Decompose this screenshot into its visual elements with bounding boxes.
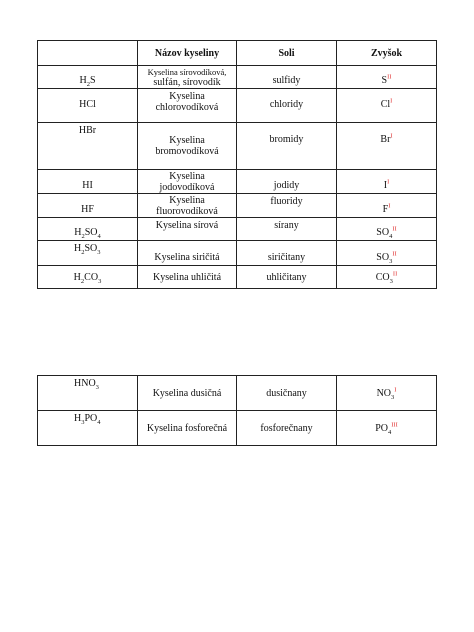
formula-cell: $HNO_3$ bbox=[38, 376, 138, 411]
charge-label: I bbox=[390, 132, 393, 140]
formula-cell: HCl bbox=[38, 89, 138, 123]
table-row bbox=[38, 123, 437, 170]
table-row bbox=[38, 170, 437, 194]
header-formula bbox=[38, 41, 138, 66]
residue-cell: $F^I$ bbox=[337, 194, 437, 218]
residue-cell: $S^{II}$ bbox=[337, 66, 437, 89]
table-row bbox=[38, 194, 437, 218]
oxoacids-table bbox=[37, 375, 437, 446]
acid-name-cell: Kyselina sírovodíková, sulfán, sírovodík bbox=[138, 66, 237, 89]
charge-label: I bbox=[390, 97, 393, 105]
charge-label: III bbox=[391, 421, 398, 429]
charge-label: II bbox=[392, 225, 397, 233]
header-salts: Soli bbox=[237, 41, 337, 66]
acid-name-cell: Kyselina sírová bbox=[138, 218, 237, 241]
formula-cell: HBr bbox=[38, 123, 138, 170]
salts-cell: fosforečnany bbox=[237, 411, 337, 446]
acid-name-cell: Kyselina dusičná bbox=[138, 376, 237, 411]
formula-cell: HF bbox=[38, 194, 138, 218]
charge-label: I bbox=[388, 202, 391, 210]
charge-label: II bbox=[387, 73, 392, 81]
charge-label: II bbox=[392, 250, 397, 258]
table-row bbox=[38, 266, 437, 289]
salts-cell: bromidy bbox=[237, 123, 337, 170]
charge-label: I bbox=[394, 386, 397, 394]
residue-cell: $Br^I$ bbox=[337, 123, 437, 170]
table-row bbox=[38, 241, 437, 266]
charge-label: II bbox=[392, 270, 398, 278]
residue-cell: $CO_3^{II}$ bbox=[337, 266, 437, 289]
salts-cell: chloridy bbox=[237, 89, 337, 123]
header-row bbox=[38, 41, 437, 66]
acid-name-cell: Kyselina bromovodíková bbox=[138, 123, 237, 170]
residue-cell: $PO_4^{III}$ bbox=[337, 411, 437, 446]
header-residue: Zvyšok bbox=[337, 41, 437, 66]
acid-name-cell: Kyselina chlorovodíková bbox=[138, 89, 237, 123]
charge-label: I bbox=[387, 178, 390, 186]
salts-cell: siričitany bbox=[237, 241, 337, 266]
salts-cell: sírany bbox=[237, 218, 337, 241]
residue-cell: $NO_3^I$ bbox=[337, 376, 437, 411]
formula-cell: $H_2SO_4$ bbox=[38, 218, 138, 241]
formula-cell: $H_2SO_3$ bbox=[38, 241, 138, 266]
salts-cell: uhličitany bbox=[237, 266, 337, 289]
acid-name-cell: Kyselina siričitá bbox=[138, 241, 237, 266]
table-row bbox=[38, 89, 437, 123]
acid-name-cell: Kyselina fosforečná bbox=[138, 411, 237, 446]
table-row bbox=[38, 66, 437, 89]
salts-cell: fluoridy bbox=[237, 194, 337, 218]
table-row bbox=[38, 376, 437, 411]
residue-cell: $SO_3^{II}$ bbox=[337, 241, 437, 266]
salts-cell: sulfidy bbox=[237, 66, 337, 89]
formula-cell: HI bbox=[38, 170, 138, 194]
table-row bbox=[38, 411, 437, 446]
salts-cell: dusičnany bbox=[237, 376, 337, 411]
formula-cell: $H_2S$ bbox=[38, 66, 138, 89]
residue-cell: $SO_4^{II}$ bbox=[337, 218, 437, 241]
table-row bbox=[38, 218, 437, 241]
header-acid-name: Názov kyseliny bbox=[138, 41, 237, 66]
residue-cell: $I^I$ bbox=[337, 170, 437, 194]
salts-cell: jodidy bbox=[237, 170, 337, 194]
acid-name-cell: Kyselina fluorovodíková bbox=[138, 194, 237, 218]
residue-cell: $Cl^I$ bbox=[337, 89, 437, 123]
acids-table bbox=[37, 40, 437, 289]
acid-name-cell: Kyselina uhličitá bbox=[138, 266, 237, 289]
formula-cell: $H_3PO_4$ bbox=[38, 411, 138, 446]
acid-name-cell: Kyselina jodovodíková bbox=[138, 170, 237, 194]
formula-cell: $H_2CO_3$ bbox=[38, 266, 138, 289]
